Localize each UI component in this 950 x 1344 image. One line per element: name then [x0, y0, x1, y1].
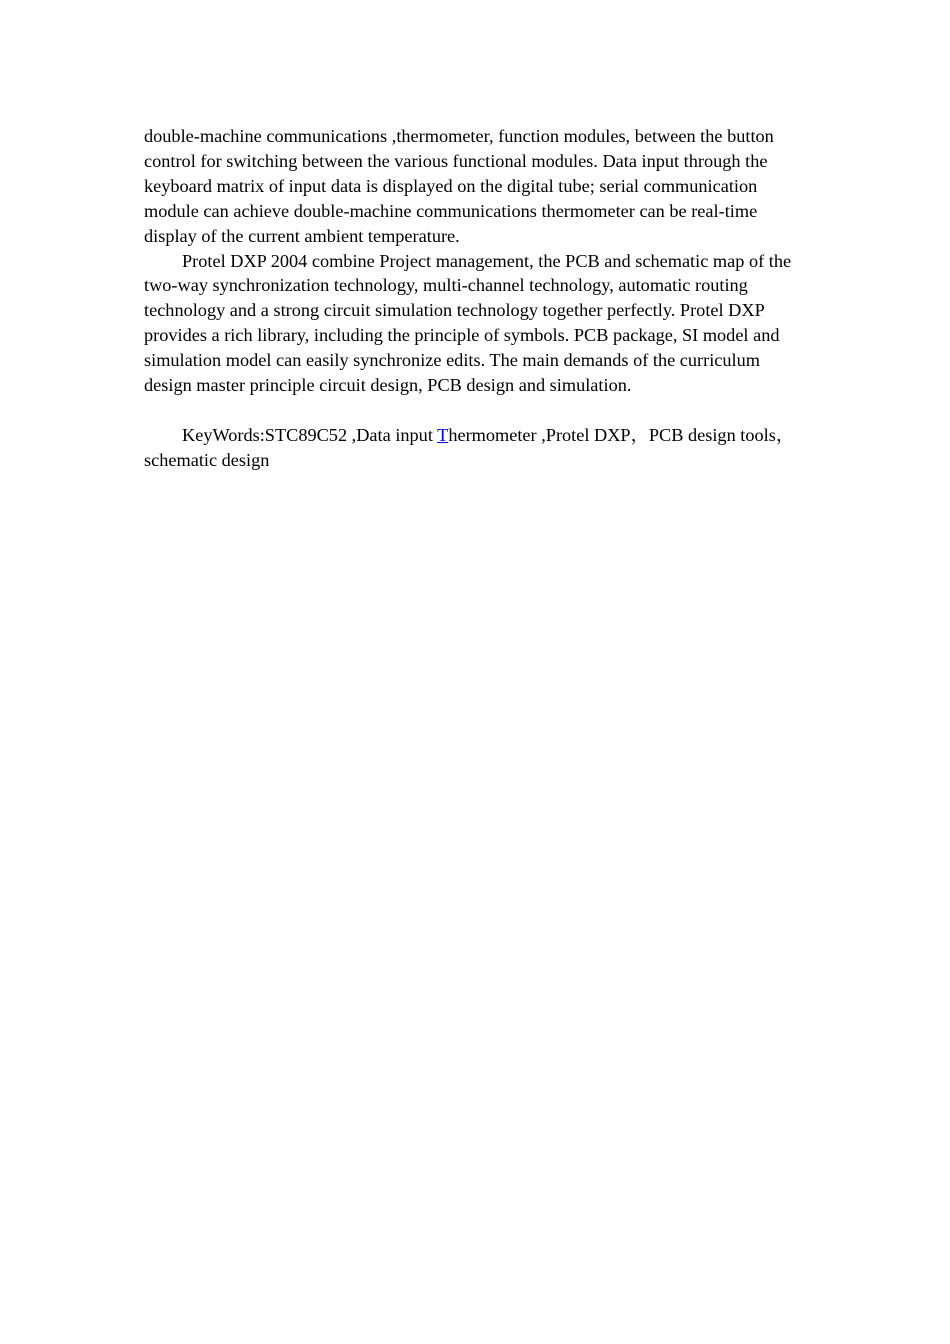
blank-line — [144, 398, 806, 423]
paragraph-abstract-continued: double-machine communications ,thermometer, function modules, between the button control for switching between the various functional modules. Data input through the keyboard matrix of input data is displayed on the digital tube; serial communication module can achieve double-machine communications thermometer can be real-time display of the current ambient temperature. — [144, 126, 774, 246]
keywords-text-end: hermometer ,Protel DXP，PCB design tools，schematic design — [144, 424, 795, 470]
paragraph-protel-dxp: Protel DXP 2004 combine Project management, the PCB and schematic map of the two-way synchronization technology, multi-channel technology, automatic routing technology and a strong circuit simulation technology together perfectly. Protel DXP provides a rich library, including the principle of symbols. PCB package, SI model and simulation model can easily synchronize edits. The main demands of the curriculum design master principle circuit design, PCB design and simulation. — [144, 250, 792, 396]
keywords-line — [144, 423, 806, 473]
keywords-text-start: KeyWords:STC89C52 ,Data input — [182, 424, 438, 445]
document-body — [144, 124, 806, 473]
keywords-link[interactable]: T — [437, 424, 449, 445]
